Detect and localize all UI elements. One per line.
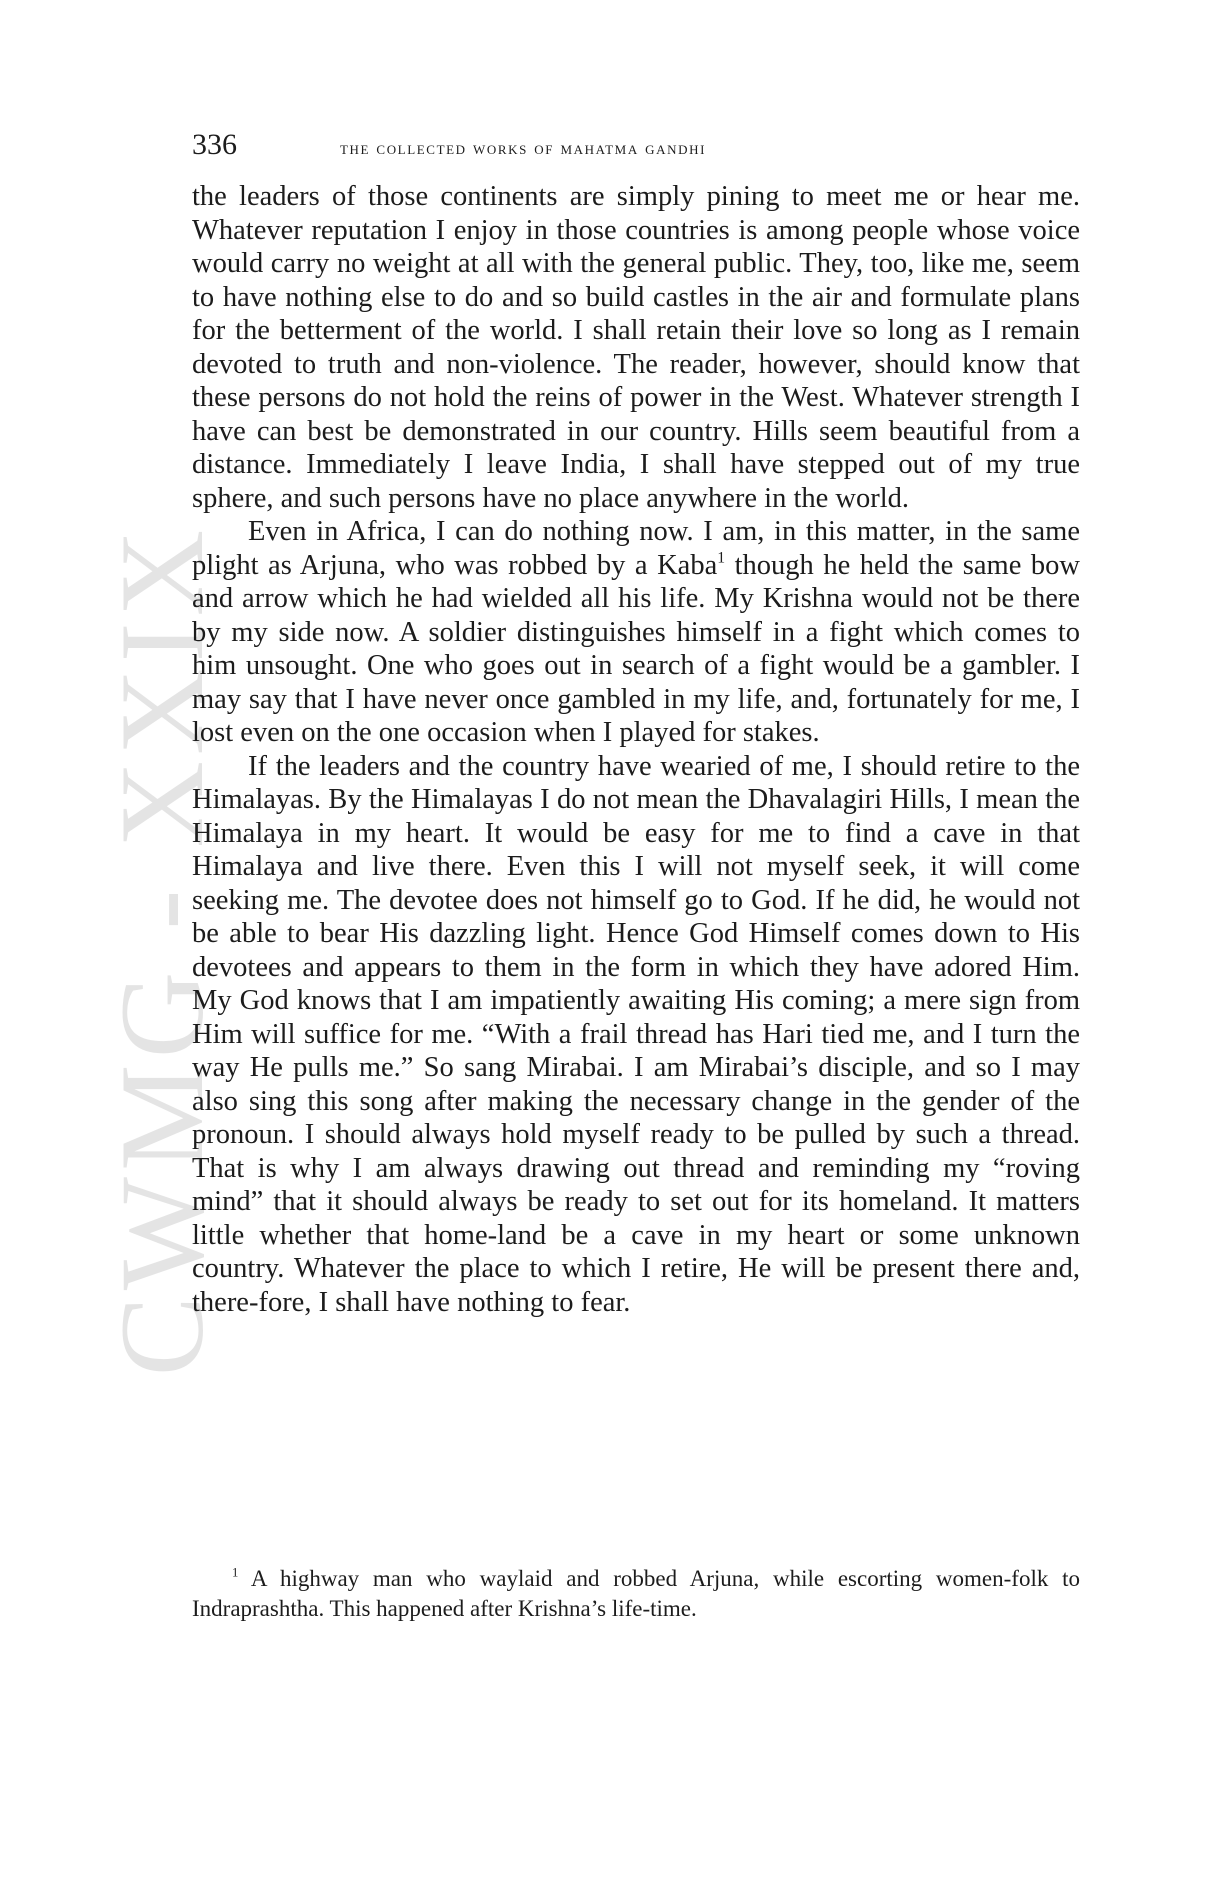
running-title: the collected works of mahatma gandhi [340, 138, 707, 159]
footnote-text: A highway man who waylaid and robbed Arjuna, while escorting women-folk to Indraprashtha. This happened after Krishna’s life-time. [192, 1566, 1080, 1621]
paragraph-2-part-1: Even in Africa, I can do nothing now. I am, in this matter, in the same plight as Arjuna, who was robbed by a Kaba [192, 516, 1080, 581]
body-text [192, 180, 1080, 1319]
watermark-text: CWMG - XXIX [95, 523, 228, 1377]
footnote-marker: 1 [232, 1565, 239, 1580]
paragraph-2 [192, 515, 1080, 750]
page-header [192, 128, 1080, 168]
paragraph-3: If the leaders and the country have wearied of me, I should retire to the Himalayas. By the Himalayas I do not mean the Dhavalagiri Hills, I mean the Himalaya in my heart. It would be easy for me to find a cave in that Himalaya and live there. Even this I will not myself seek, it will come seeking me. The devotee does not himself go to God. If he did, he would not be able to bear His dazzling light. Hence God Himself comes down to His devotees and appears to them in the form in which they have adored Him. My God knows that I am impatiently awaiting His coming; a mere sign from Him will suffice for me. “With a frail thread has Hari tied me, and I turn the way He pulls me.” So sang Mirabai. I am Mirabai’s disciple, and so I may also sing this song after making the necessary change in the gender of the pronoun. I should always hold myself ready to be pulled by such a thread. That is why I am always drawing out thread and reminding my “roving mind” that it should always be ready to set out for its homeland. It matters little whether that home-land be a cave in my heart or some unknown country. Whatever the place to which I retire, He will be present there and, there-fore, I shall have nothing to fear. [192, 750, 1080, 1318]
footnote [192, 1564, 1080, 1624]
page-number: 336 [192, 128, 237, 161]
footnote-reference: 1 [717, 548, 726, 566]
watermark [95, 450, 228, 1450]
paragraph-1: the leaders of those continents are simply pining to meet me or hear me. Whatever reputation I enjoy in those countries is among people whose voice would carry no weight at all with the general public. They, too, like me, seem to have nothing else to do and so build castles in the air and formulate plans for the betterment of the world. I shall retain their love so long as I remain devoted to truth and non-violence. The reader, however, should know that these persons do not hold the reins of power in the West. Whatever strength I have can best be demonstrated in our country. Hills seem beautiful from a distance. Immediately I leave India, I shall have stepped out of my true sphere, and such persons have no place anywhere in the world. [192, 181, 1080, 514]
paragraph-2-part-2: though he held the same bow and arrow which he had wielded all his life. My Krishna would not be there by my side now. A soldier distinguishes himself in a fight which comes to him unsought. One who goes out in search of a fight would be a gambler. I may say that I have never once gambled in my life, and, fortunately for me, I lost even on the one occasion when I played for stakes. [192, 549, 1080, 748]
